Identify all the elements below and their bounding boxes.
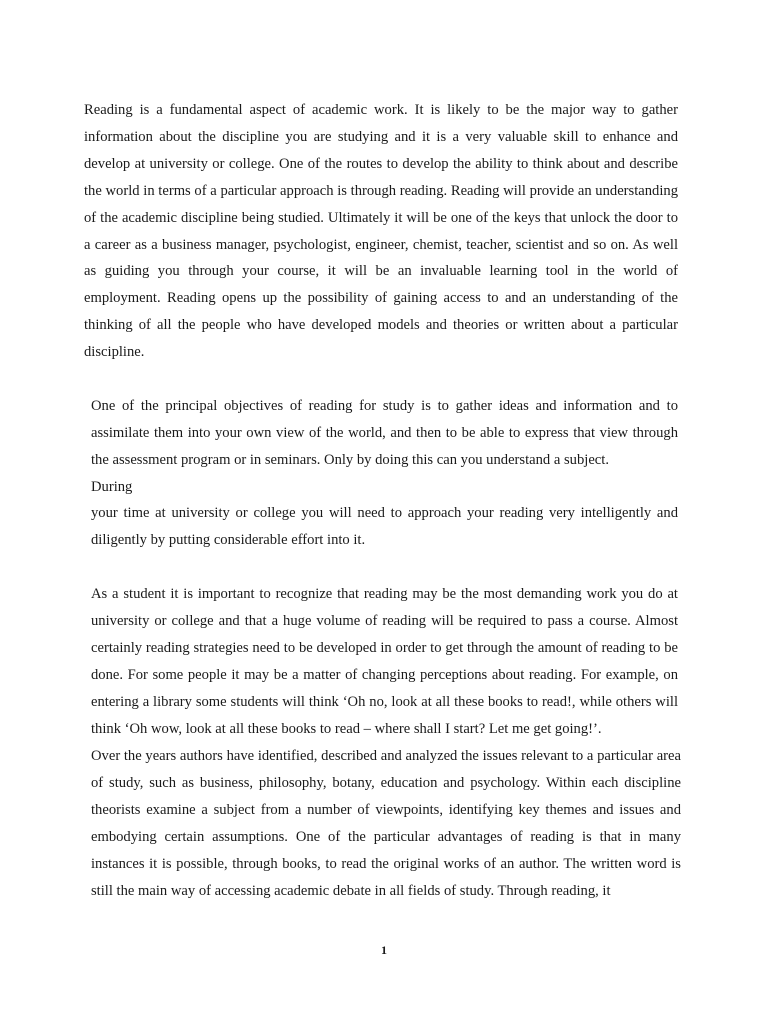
paragraph-student-reading: As a student it is important to recognize that reading may be the most demanding work you do at university or college and that a huge volume of reading will be required to pass a course. Almost certainly reading strategies need to be developed in order to get through the amount of reading to be done. For some people it may be a matter of changing perceptions about reading. For example, on entering a library some students will think ‘Oh no, look at all these books to read!, while others will think ‘Oh wow, look at all these books to read – where shall I start? Let me get going!’. [91,586,678,737]
paragraph-over-the-years: Over the years authors have identified, described and analyzed the issues relevant to a particular area of study, such as business, philosophy, botany, education and psychology. Within each discipline theorists examine a subject from a number of viewpoints, identifying key themes and issues and embodying certain assumptions. One of the particular advantages of reading is that in many instances it is possible, through books, to read the original works of an author. The written word is still the main way of accessing academic debate in all fields of study. Through reading, it [91,748,681,899]
paragraph-time-at-university: your time at university or college you will need to approach your reading very intelligently and diligently by putting considerable effort into it. [91,505,678,548]
page-number: 1 [381,943,387,957]
paragraph-during-fragment: During [91,479,133,495]
paragraph-reading-fundamental: Reading is a fundamental aspect of academic work. It is likely to be the major way to gather information about the discipline you are studying and it is a very valuable skill to enhance and develop at university or college. One of the routes to develop the ability to think about and describe the world in terms of a particular approach is through reading. Reading will provide an understanding of the academic discipline being studied. Ultimately it will be one of the keys that unlock the door to a career as a business manager, psychologist, engineer, chemist, teacher, scientist and so on. As well as guiding you through your course, it will be an invaluable learning tool in the world of employment. Reading opens up the possibility of gaining access to and an understanding of the thinking of all the people who have developed models and theories or written about a particular discipline. [84,102,678,361]
paragraph-principal-objectives: One of the principal objectives of reading for study is to gather ideas and information and to assimilate them into your own view of the world, and then to be able to express that view through the assessment program or in seminars. Only by doing this can you understand a subject. [91,398,678,468]
